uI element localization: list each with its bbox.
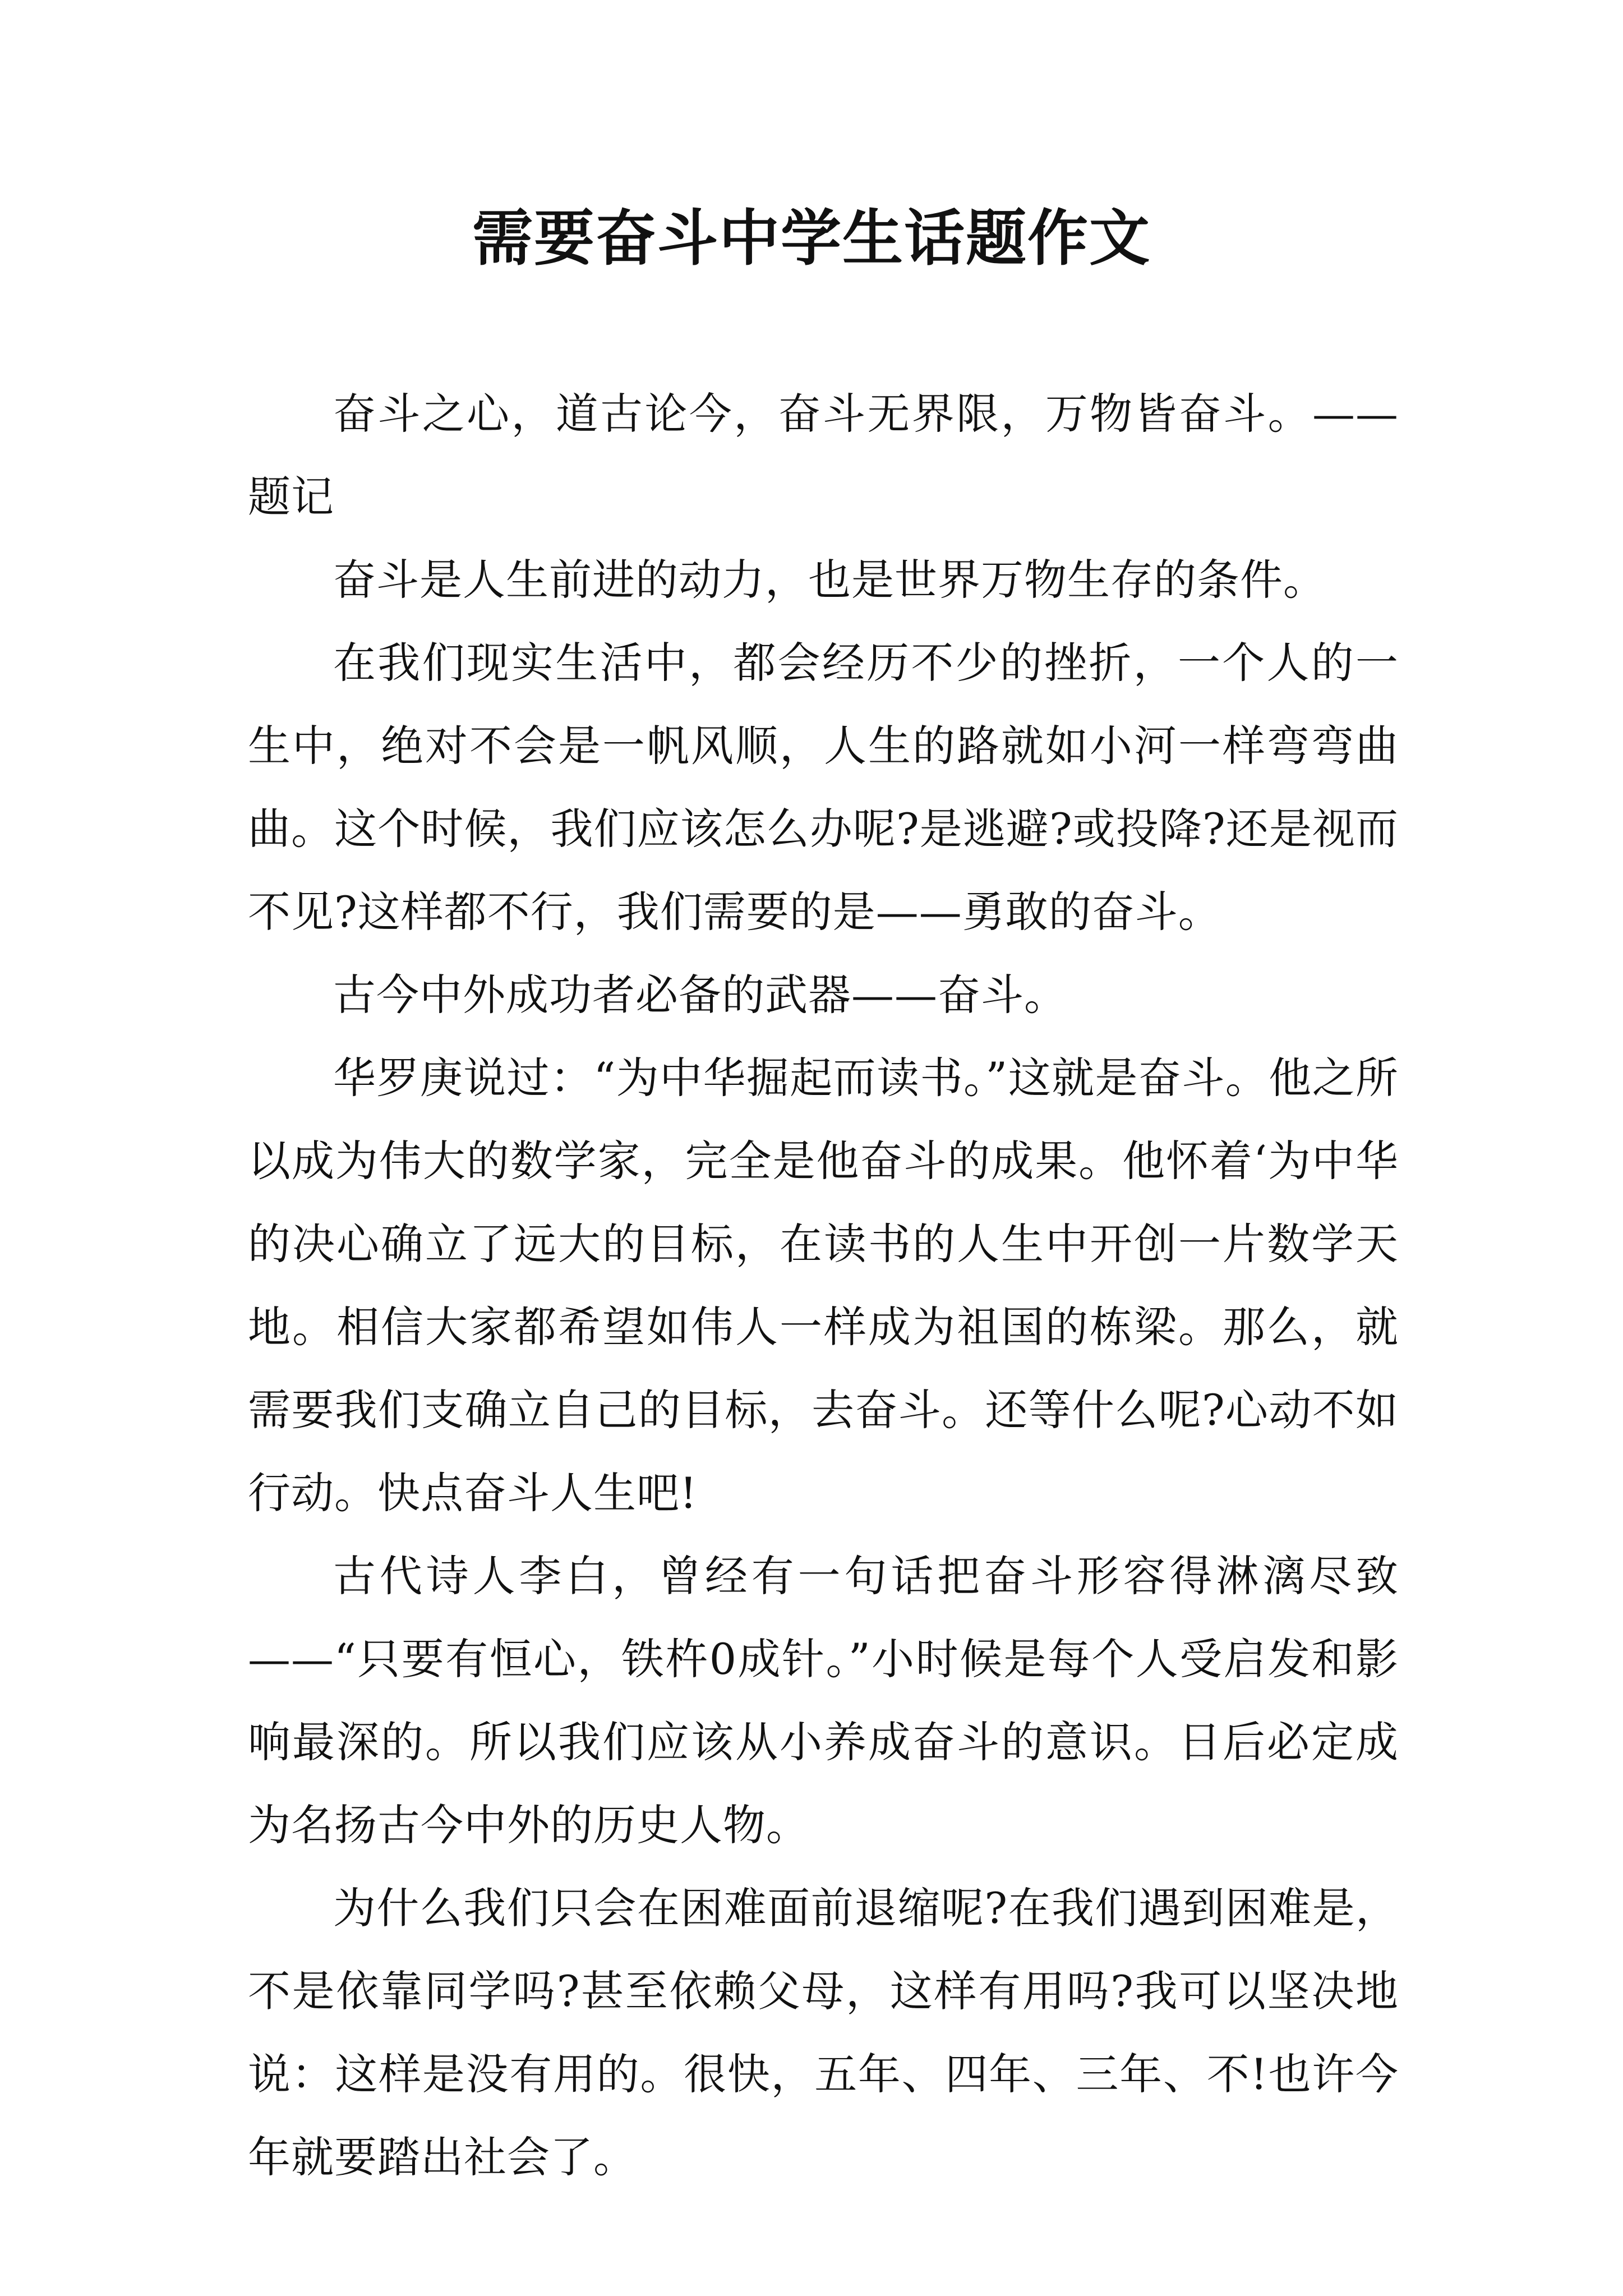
document-title: 需要奋斗中学生话题作文 [472, 203, 1151, 274]
paragraph: 古今中外成功者必备的武器——奋斗。 [333, 970, 1067, 1020]
document-body [248, 372, 1399, 2199]
paragraph: 华罗庚说过：“为中华掘起而读书。”这就是奋斗。他之所以成为伟大的数学家，完全是他奋斗的成果。他怀着‘为中华的决心确立了远大的目标，在读书的人生中开创一片数学天地。相信大家都希望如伟人一样成为祖国的栋梁。那么，就需要我们支确立自己的目标，去奋斗。还等什么呢?心动不如行动。快点奋斗人生吧! [248, 1053, 1399, 1518]
paragraph-epigraph: 奋斗之心，道古论今，奋斗无界限，万物皆奋斗。——题记 [248, 389, 1399, 522]
paragraph: 古代诗人李白，曾经有一句话把奋斗形容得淋漓尽致——“只要有恒心，铁杵0成针。”小时候是每个人受启发和影响最深的。所以我们应该从小养成奋斗的意识。日后必定成为名扬古今中外的历史人物。 [248, 1551, 1399, 1850]
paragraph: 为什么我们只会在困难面前退缩呢?在我们遇到困难是，不是依靠同学吗?甚至依赖父母，这样有用吗?我可以坚决地说：这样是没有用的。很快，五年、四年、三年、不!也许今年就要踏出社会了。 [248, 1883, 1399, 2182]
paragraph: 奋斗是人生前进的动力，也是世界万物生存的条件。 [333, 555, 1326, 605]
paragraph: 在我们现实生活中，都会经历不少的挫折，一个人的一生中，绝对不会是一帆风顺，人生的路就如小河一样弯弯曲曲。这个时候，我们应该怎么办呢?是逃避?或投降?还是视而不见?这样都不行，我们需要的是——勇敢的奋斗。 [248, 638, 1399, 937]
